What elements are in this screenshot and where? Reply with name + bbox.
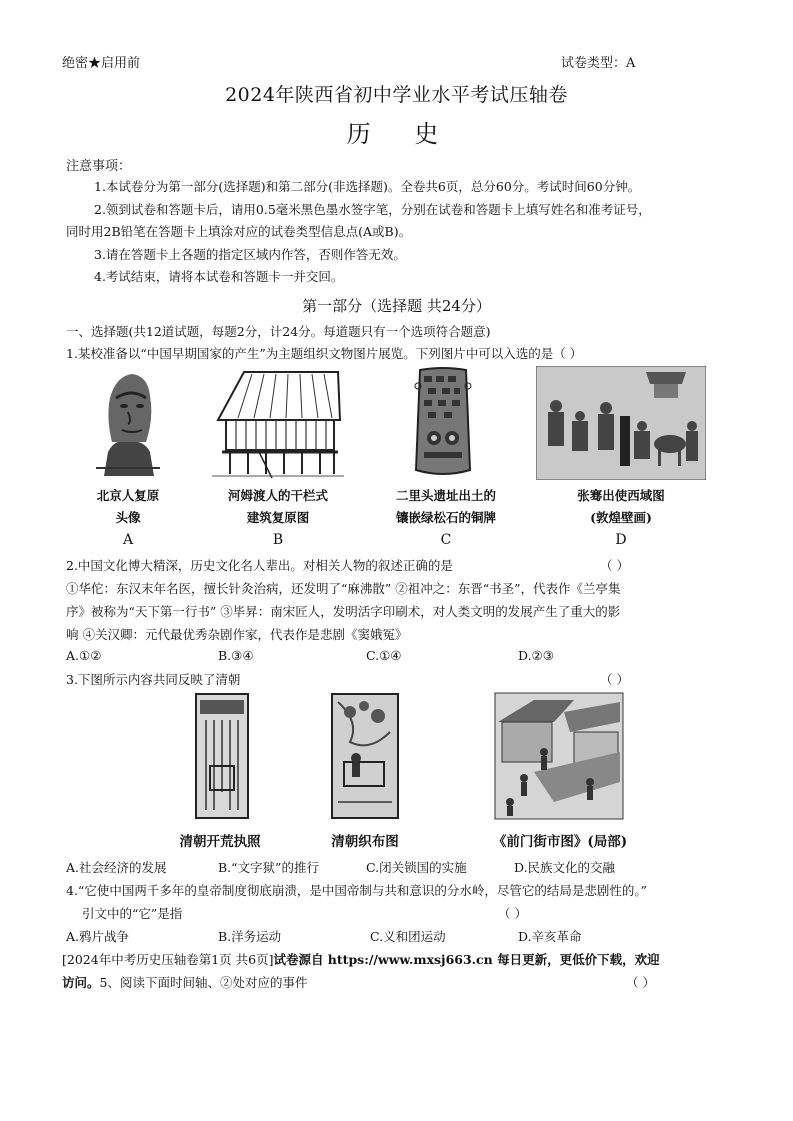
footer-visit: 访问。 bbox=[62, 975, 100, 990]
footer-page-info: [2024年中考历史压轴卷第1页 共6页] bbox=[62, 952, 274, 967]
q4-bracket: （ ） bbox=[498, 906, 527, 921]
q3-caption-2: 清朝织布图 bbox=[331, 834, 399, 850]
footer-line-2 bbox=[62, 973, 307, 991]
q4-option-b: B.洋务运动 bbox=[218, 929, 282, 944]
q1-d-caption-2: (敦煌壁画) bbox=[590, 510, 652, 525]
notice-item-2: 2.领到试卷和答题卡后，请用0.5毫米黑色墨水签字笔，分别在试卷和答题卡上填写姓名和准考证号， bbox=[94, 202, 651, 217]
exam-title: 2024年陕西省初中学业水平考试压轴卷 bbox=[225, 84, 568, 106]
q4-option-a: A.鸦片战争 bbox=[66, 929, 130, 944]
q2-stem: 2.中国文化博大精深，历史文化名人辈出。对相关人物的叙述正确的是 bbox=[66, 558, 453, 573]
q1-d-caption-1: 张骞出使西域图 bbox=[577, 488, 665, 503]
q1-option-a: A bbox=[122, 532, 134, 548]
q4-option-c: C.义和团运动 bbox=[370, 929, 446, 944]
q1-b-caption-2: 建筑复原图 bbox=[246, 510, 310, 525]
qianmen-street-image bbox=[494, 692, 624, 820]
q2-option-b: B.③④ bbox=[218, 648, 254, 663]
q1-option-d: D bbox=[615, 532, 627, 548]
q4-line-1: 4.“它使中国两千多年的皇帝制度彻底崩溃，是中国帝制与共和意识的分水岭，尽管它的结局是悲剧性的。” bbox=[66, 883, 647, 898]
q5-bracket: （ ） bbox=[626, 975, 655, 990]
q2-option-d: D.②③ bbox=[518, 648, 554, 663]
bronze-plaque-image bbox=[410, 366, 476, 480]
stilt-house-image bbox=[212, 366, 344, 480]
footer-source-link[interactable]: 试卷源自 https://www.mxsj663.cn 每日更新，更低价下载，欢迎 bbox=[273, 952, 660, 967]
q1-option-b: B bbox=[272, 532, 284, 548]
q2-line-2: 序》被称为“天下第一行书” ③毕昇：南宋匠人，发明活字印刷术，对人类文明的发展产生了重大的影 bbox=[66, 604, 621, 619]
q1-option-c: C bbox=[440, 532, 452, 548]
q5-stem: 5、阅读下面时间轴、②处对应的事件 bbox=[99, 975, 308, 990]
q3-caption-1: 清朝开荒执照 bbox=[179, 834, 261, 850]
q3-stem: 3.下图所示内容共同反映了清朝 bbox=[66, 672, 241, 687]
q3-option-a: A.社会经济的发展 bbox=[66, 860, 167, 875]
q2-option-c: C.①④ bbox=[366, 648, 402, 663]
weaving-image bbox=[330, 692, 400, 820]
q1-stem: 1.某校准备以“中国早期国家的产生”为主题组织文物图片展览。下列图片中可以入选的是（ ） bbox=[66, 346, 583, 361]
q3-option-d: D.民族文化的交融 bbox=[514, 860, 616, 875]
confidential-label: 绝密★启用前 bbox=[62, 56, 141, 71]
dunhuang-mural-image bbox=[536, 366, 706, 480]
q3-bracket: （ ） bbox=[600, 672, 629, 687]
q1-c-caption-1: 二里头遗址出土的 bbox=[395, 488, 496, 503]
paper-type-label: 试卷类型：A bbox=[561, 56, 636, 71]
q2-option-a: A.①② bbox=[66, 648, 102, 663]
q4-line-2: 引文中的“它”是指 bbox=[82, 906, 183, 921]
notice-item-1: 1.本试卷分为第一部分(选择题)和第二部分(非选择题)。全卷共6页，总分60分。考试时间60分钟。 bbox=[94, 179, 641, 194]
peking-man-bust-image bbox=[88, 368, 168, 476]
land-permit-image bbox=[194, 692, 250, 820]
q1-a-caption-1: 北京人复原 bbox=[96, 488, 160, 503]
q2-bracket: （ ） bbox=[600, 558, 629, 573]
q3-option-b: B.“文字狱”的推行 bbox=[218, 860, 319, 875]
notice-item-4: 4.考试结束，请将本试卷和答题卡一并交回。 bbox=[94, 269, 344, 284]
notice-item-2-cont: 同时用2B铅笔在答题卡上填涂对应的试卷类型信息点(A或B)。 bbox=[66, 224, 412, 239]
q3-caption-3: 《前门街市图》(局部) bbox=[492, 834, 628, 850]
footer-line-1 bbox=[62, 950, 660, 968]
notice-heading: 注意事项： bbox=[66, 159, 132, 174]
q2-line-1: ①华佗：东汉末年名医，擅长针灸治病，还发明了“麻沸散” ②祖冲之：东晋“书圣”，代表作《兰亭集 bbox=[66, 581, 621, 596]
q3-option-c: C.闭关锁国的实施 bbox=[366, 860, 467, 875]
q1-b-caption-1: 河姆渡人的干栏式 bbox=[227, 488, 328, 503]
q4-option-d: D.辛亥革命 bbox=[518, 929, 582, 944]
subject-title: 历 史 bbox=[346, 120, 457, 148]
q2-line-3: 响 ④关汉卿：元代最优秀杂剧作家，代表作是悲剧《窦娥冤》 bbox=[66, 627, 408, 642]
q1-c-caption-2: 镶嵌绿松石的铜牌 bbox=[395, 510, 496, 525]
q1-a-caption-2: 头像 bbox=[115, 510, 141, 525]
part1-heading: 第一部分（选择题 共24分） bbox=[302, 297, 491, 315]
notice-item-3: 3.请在答题卡上各题的指定区域内作答，否则作答无效。 bbox=[94, 247, 406, 262]
section-heading: 一、选择题(共12道试题，每题2分，计24分。每道题只有一个选项符合题意) bbox=[66, 324, 491, 339]
